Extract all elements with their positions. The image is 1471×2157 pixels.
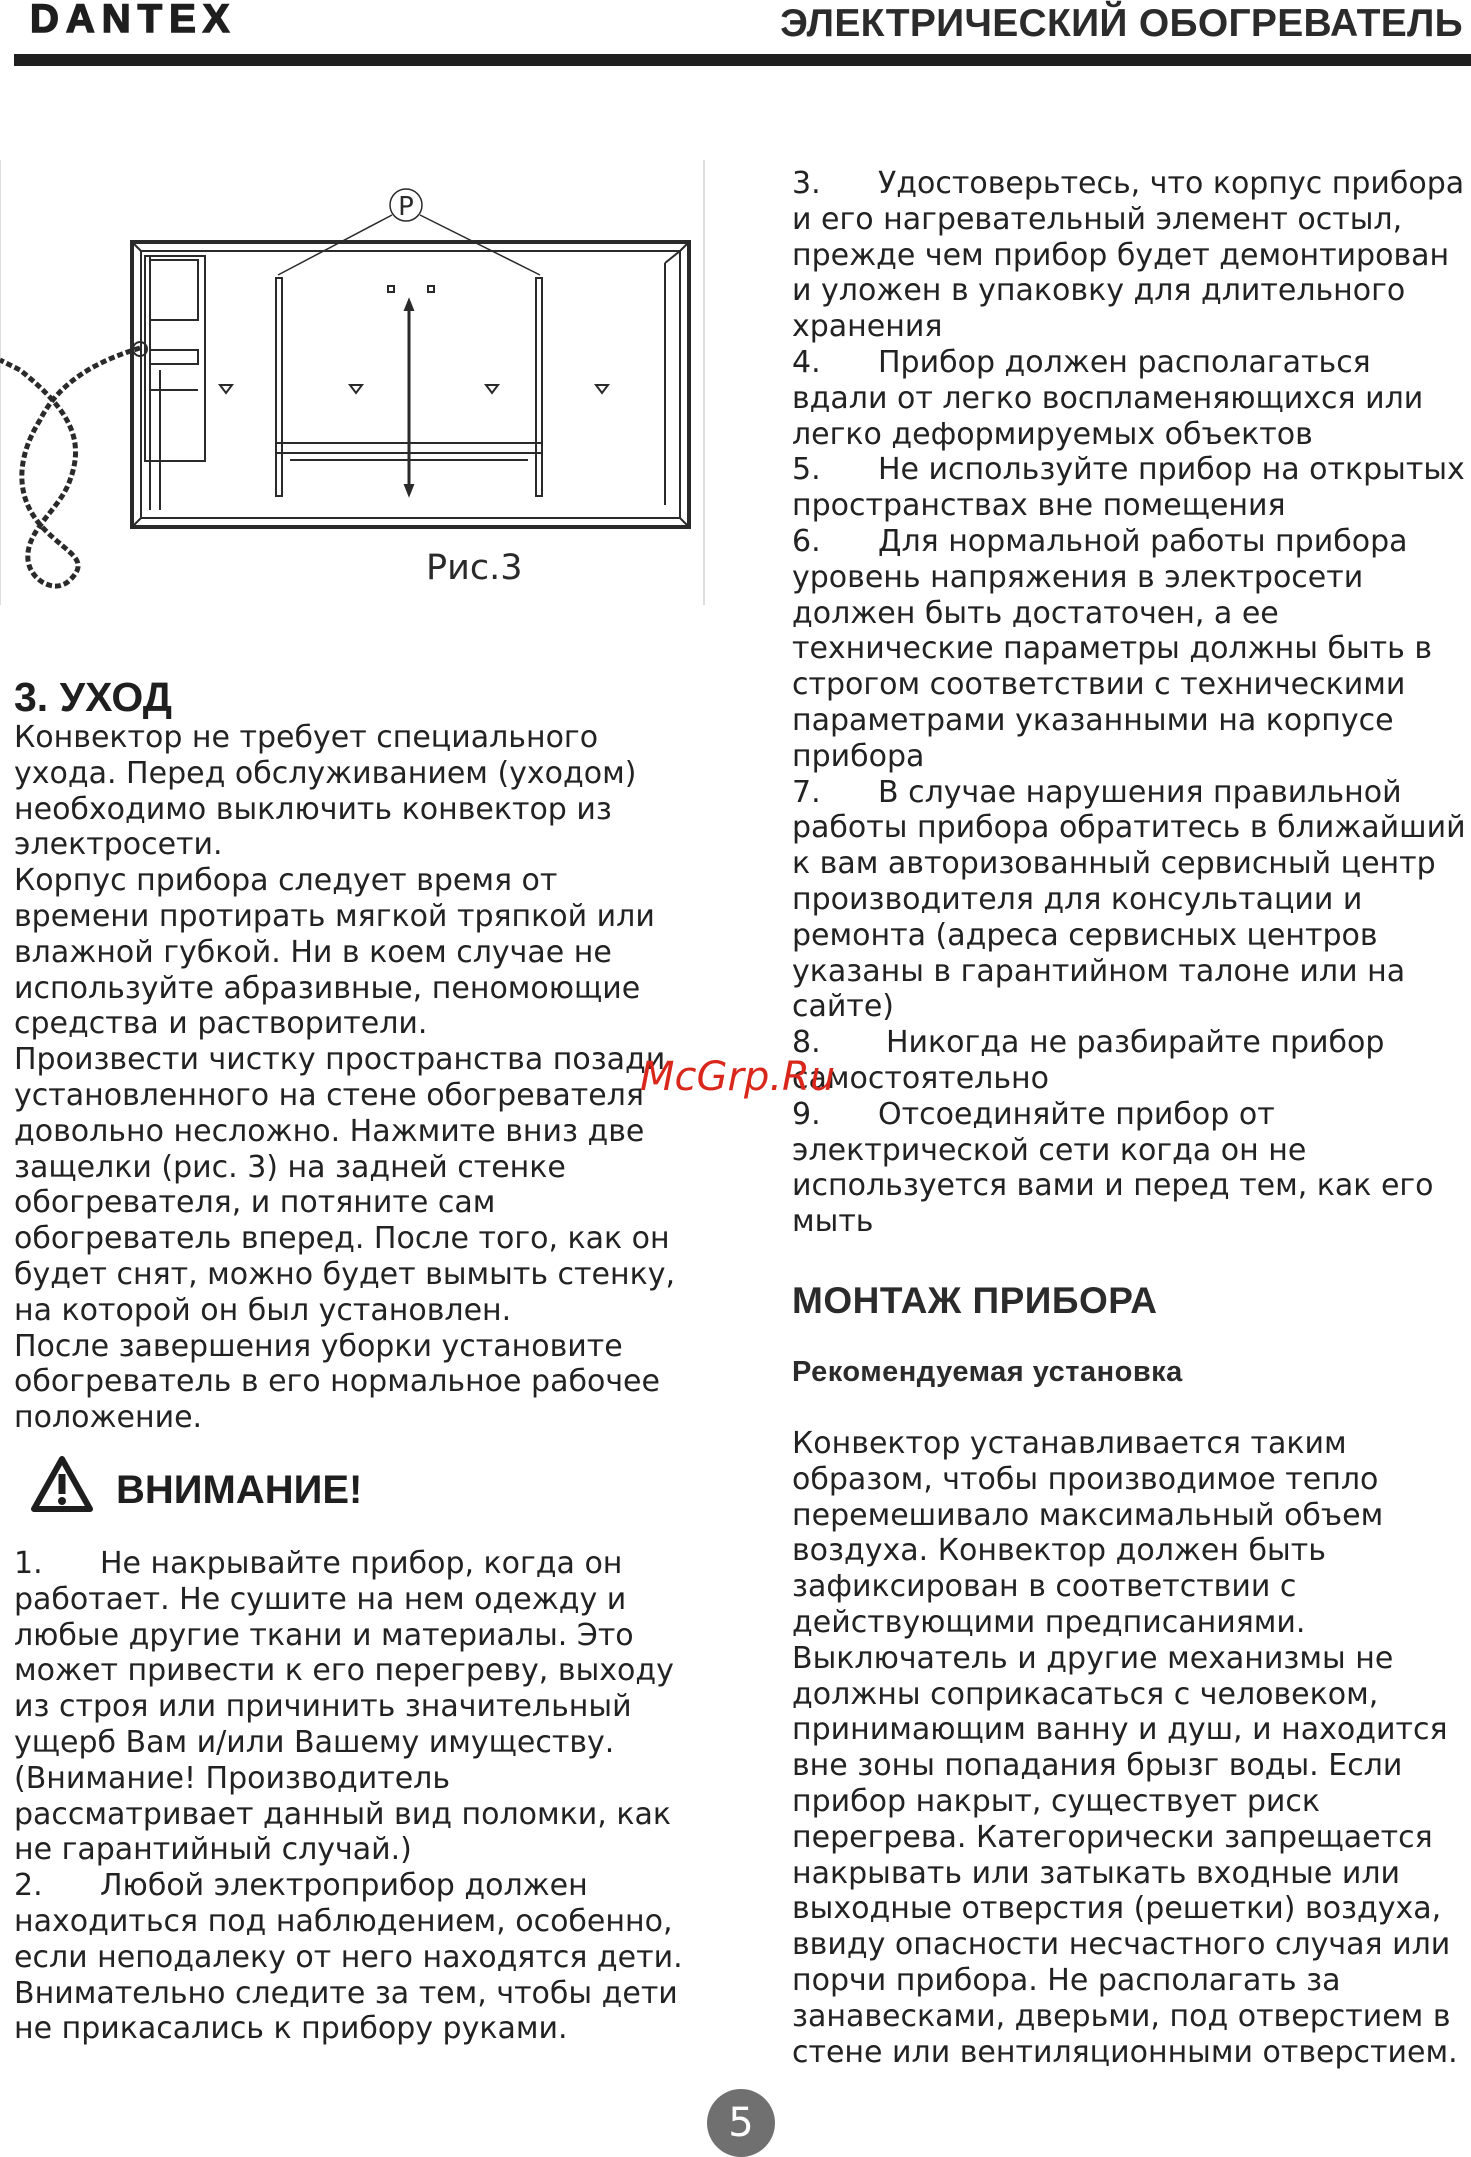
mounting-section-title: МОНТАЖ ПРИБОРА bbox=[792, 1280, 1158, 1321]
care-paragraph: Корпус прибора следует время от времени протирать мягкой тряпкой или влажной губкой. Ни в коем случае не используйте абразивные, пеномоющие средства и растворители. bbox=[14, 863, 655, 1042]
callout-p-label: P bbox=[398, 192, 414, 222]
care-section-body bbox=[14, 720, 694, 1436]
warning-item bbox=[792, 1097, 1471, 1240]
warning-item bbox=[792, 524, 1471, 775]
warning-item-text: В случае нарушения правильной работы прибора обратитесь в ближайший к вам авторизованный сервисный центр производителя для консультации и ремонта (адреса сервисных центров указаны в гарантийном талоне или на сайте) bbox=[792, 774, 1466, 1025]
warning-item-text: Не накрывайте прибор, когда он работает. Не сушите на нем одежду и любые другие ткани и материалы. Это может привести к его перегреву, выходу из строя или причинить значительный ущерб Вам и/или Вашему имуществу. (Внимание! Производитель рассматривает данный вид поломки, как не гарантийный случай.) bbox=[14, 1546, 674, 1868]
warning-item-text: Любой электроприбор должен находиться под наблюдением, особенно, если неподалеку от него находятся дети. Внимательно следите за тем, чтобы дети не прикасались к прибору руками. bbox=[14, 1868, 683, 2047]
warning-item-number: 1. bbox=[14, 1546, 43, 1581]
figure-caption: Рис.3 bbox=[426, 548, 523, 588]
page-header-title: ЭЛЕКТРИЧЕСКИЙ ОБОГРЕВАТЕЛЬ bbox=[780, 2, 1463, 45]
brand-text: DANTEX bbox=[30, 0, 237, 40]
warning-item-number: 8. bbox=[792, 1025, 821, 1061]
warning-item bbox=[792, 775, 1471, 1026]
care-paragraph: Конвектор не требует специального ухода. Перед обслуживанием (уходом) необходимо выключить конвектор из электросети. bbox=[14, 720, 637, 863]
warning-item bbox=[14, 1546, 694, 1868]
page-number: 5 bbox=[707, 2089, 775, 2157]
warning-item-number: 2. bbox=[14, 1868, 43, 1904]
header-divider bbox=[14, 54, 1471, 66]
warning-item bbox=[792, 1025, 1471, 1097]
warning-item bbox=[792, 452, 1471, 524]
warning-item-text: Никогда не разбирайте прибор самостоятельно bbox=[792, 1025, 1385, 1096]
watermark: McGrp.Ru bbox=[640, 1054, 836, 1100]
heater-rear-diagram bbox=[0, 160, 705, 605]
care-section-title: 3. УХОД bbox=[14, 674, 172, 720]
warning-item-number: 6. bbox=[792, 523, 821, 559]
warning-item-text: Не используйте прибор на открытых пространствах вне помещения bbox=[792, 452, 1465, 524]
warning-item bbox=[792, 345, 1471, 452]
warning-header bbox=[30, 1455, 530, 1525]
warning-item-number: 5. bbox=[792, 452, 821, 488]
warning-item-number: 3. bbox=[792, 166, 821, 201]
warning-item-number: 4. bbox=[792, 344, 821, 380]
warning-item-number: 9. bbox=[792, 1096, 821, 1132]
warning-item-text: Для нормальной работы прибора уровень напряжения в электросети должен быть достаточен, а ее технические параметры должны быть в строгом соответствии с техническими параметрами указанными на корпусе прибора bbox=[792, 523, 1433, 774]
care-paragraph: Произвести чистку пространства позади установленного на стене обогревателя довольно несложно. Нажмите вниз две защелки (рис. 3) на задней стенке обогревателя, и потяните сам обогреватель вперед. После того, как он будет снят, можно будет вымыть стенку, на которой он был установлен. bbox=[14, 1042, 675, 1328]
dantex-logo bbox=[30, 0, 350, 40]
warning-item-text: Прибор должен располагаться вдали от легко воспламеняющихся или легко деформируемых объектов bbox=[792, 344, 1424, 452]
warning-triangle-icon bbox=[30, 1455, 94, 1513]
care-paragraph: После завершения уборки установите обогреватель в его нормальное рабочее положение. bbox=[14, 1328, 660, 1436]
warning-item-number: 7. bbox=[792, 774, 821, 810]
mounting-body: Конвектор устанавливается таким образом, чтобы производимое тепло перемешивало максимальный объем воздуха. Конвектор должен быть зафиксирован в соответствии с действующими предписаниями. Выключатель и другие механизмы не должны соприкасаться с человеком, принимающим ванну и душ, и находится вне зоны попадания брызг воды. Если прибор накрыт, существует риск перегрева. Категорически запрещается накрывать или затыкать входные или выходные отверстия (решетки) воздуха, ввиду опасности несчастного случая или порчи прибора. Не располагать за занавесками, дверьми, под отверстием в стене или вентиляционными отверстием. bbox=[792, 1426, 1458, 2070]
mounting-subtitle: Рекомендуемая установка bbox=[792, 1356, 1183, 1388]
warning-list-right bbox=[792, 166, 1471, 1240]
warning-item-text: Отсоединяйте прибор от электрической сети когда он не используется вами и перед тем, как его мыть bbox=[792, 1096, 1434, 1240]
warning-item-text: Удостоверьтесь, что корпус прибора и его нагревательный элемент остыл, прежде чем прибор будет демонтирован и уложен в упаковку для длительного хранения bbox=[792, 166, 1465, 345]
warning-item bbox=[792, 166, 1471, 345]
warning-list-left bbox=[14, 1546, 694, 2047]
warning-item bbox=[14, 1868, 694, 2047]
warning-title: ВНИМАНИЕ! bbox=[116, 1468, 363, 1512]
